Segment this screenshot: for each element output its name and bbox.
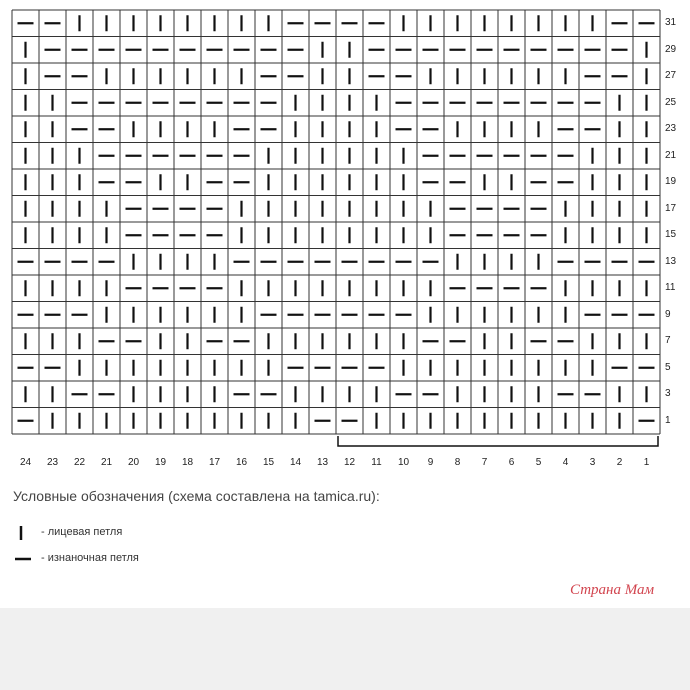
row-number-label: 17 <box>665 202 677 214</box>
row-number-label: 25 <box>665 96 677 108</box>
stitch-number-label: 5 <box>535 457 542 468</box>
legend-title: Условные обозначения (схема составлена на tamica.ru): <box>13 488 380 504</box>
watermark-logo: Страна Мам <box>570 582 655 598</box>
legend-label-knit: - лицевая петля <box>41 526 123 538</box>
stitch-number-label: 9 <box>427 457 434 468</box>
stitch-number-label: 4 <box>562 457 569 468</box>
purl-symbol-icon <box>13 550 37 568</box>
stitch-number-label: 11 <box>371 457 382 468</box>
stitch-number-label: 15 <box>262 457 275 468</box>
row-number-label: 21 <box>665 149 677 161</box>
row-number-label: 31 <box>665 17 677 29</box>
stitch-number-label: 8 <box>454 457 461 468</box>
stitch-number-label: 12 <box>343 457 356 468</box>
row-number-label: 1 <box>665 414 671 426</box>
stitch-number-label: 21 <box>100 457 113 468</box>
row-number-label: 23 <box>665 123 677 135</box>
stitch-number-label: 7 <box>481 457 488 468</box>
row-number-label: 5 <box>665 361 671 373</box>
stitch-number-label: 2 <box>616 457 623 468</box>
legend-label-purl: - изнаночная петля <box>41 552 139 564</box>
row-number-label: 9 <box>665 308 671 320</box>
stitch-number-label: 3 <box>589 457 596 468</box>
row-number-label: 11 <box>665 282 676 294</box>
knit-symbol-icon <box>13 524 37 542</box>
stitch-number-label: 14 <box>289 457 302 468</box>
row-number-label: 29 <box>665 43 677 55</box>
stitch-number-label: 24 <box>19 457 32 468</box>
stitch-number-label: 20 <box>127 457 140 468</box>
stitch-number-label: 16 <box>235 457 248 468</box>
row-number-label: 13 <box>665 255 677 267</box>
stitch-number-label: 1 <box>643 457 650 468</box>
row-number-label: 15 <box>665 229 677 241</box>
row-number-label: 27 <box>665 70 677 82</box>
stitch-number-label: 17 <box>208 457 221 468</box>
stitch-number-label: 10 <box>397 457 410 468</box>
stitch-number-label: 22 <box>73 457 86 468</box>
stitch-number-label: 18 <box>181 457 194 468</box>
stitch-number-label: 13 <box>316 457 329 468</box>
repeat-bracket <box>338 436 658 446</box>
row-number-label: 3 <box>665 388 671 400</box>
stitch-number-label: 19 <box>154 457 167 468</box>
row-number-label: 7 <box>665 335 671 347</box>
row-number-label: 19 <box>665 176 677 188</box>
stitch-number-label: 6 <box>508 457 515 468</box>
stitch-number-label: 23 <box>46 457 59 468</box>
